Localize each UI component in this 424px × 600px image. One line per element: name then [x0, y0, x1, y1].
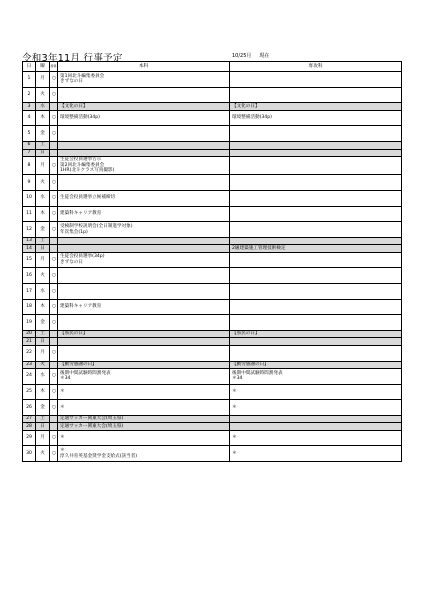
as-of-label: 現在	[259, 53, 270, 59]
schedule-row	[23, 156, 402, 174]
cell-class-mark: ○	[50, 190, 58, 206]
cell-date: 28	[23, 423, 36, 430]
cell-date: 30	[23, 446, 36, 462]
cell-day-of-week: 日	[36, 423, 50, 430]
schedule-row	[23, 245, 402, 252]
event-text: きずなの日	[60, 79, 83, 85]
cell-main-course	[58, 222, 230, 238]
schedule-row	[23, 400, 402, 416]
cell-date: 27	[23, 416, 36, 423]
cell-date: 4	[23, 110, 36, 126]
cell-date: 16	[23, 268, 36, 284]
cell-main-course	[58, 331, 230, 338]
cell-date: 12	[23, 222, 36, 238]
cell-main-course	[58, 72, 230, 88]
cell-advanced-course	[230, 315, 402, 331]
cell-main-course	[58, 299, 230, 315]
event-text: 生徒会役員選挙立候補締切	[60, 195, 116, 201]
cell-day-of-week: 木	[36, 110, 50, 126]
cell-main-course	[58, 110, 230, 126]
cell-class-mark: ○	[50, 299, 58, 315]
cell-advanced-course	[230, 237, 402, 244]
event-text: ＊	[60, 389, 65, 395]
event-text: ＊	[232, 389, 237, 395]
event-text: 【県民の日】	[60, 331, 88, 337]
cell-date: 1	[23, 72, 36, 88]
cell-class-mark: ○	[50, 87, 58, 103]
cell-class-mark: ○	[50, 400, 58, 416]
as-of-note	[232, 52, 277, 59]
header-advanced-course: 専攻科	[230, 62, 402, 72]
cell-advanced-course	[230, 175, 402, 191]
cell-date: 11	[23, 206, 36, 222]
cell-advanced-course	[230, 416, 402, 423]
header-dow: 曜	[36, 62, 50, 72]
cell-day-of-week: 月	[36, 156, 50, 174]
cell-class-mark: ○	[50, 430, 58, 446]
page-title: 令和3年11月 行事予定	[22, 53, 123, 64]
cell-day-of-week: 木	[36, 206, 50, 222]
cell-main-course	[58, 245, 230, 252]
event-text: 2級建築施工管理技術検定	[232, 245, 286, 251]
schedule-row	[23, 361, 402, 368]
cell-class-mark: ○	[50, 284, 58, 300]
event-text: ＊34	[232, 376, 243, 382]
cell-class-mark	[50, 149, 58, 156]
cell-class-mark: ○	[50, 252, 58, 268]
event-text: 【県民の日】	[232, 331, 260, 337]
cell-advanced-course	[230, 156, 402, 174]
cell-day-of-week: 金	[36, 126, 50, 142]
cell-advanced-course	[230, 400, 402, 416]
event-text: 建築科キャリア教育	[60, 210, 102, 216]
cell-day-of-week: 木	[36, 299, 50, 315]
cell-date: 6	[23, 142, 36, 149]
cell-main-course	[58, 315, 230, 331]
cell-date: 3	[23, 103, 36, 110]
schedule-row	[23, 384, 402, 400]
cell-main-course	[58, 284, 230, 300]
cell-class-mark: ○	[50, 368, 58, 384]
cell-day-of-week: 水	[36, 368, 50, 384]
cell-advanced-course	[230, 368, 402, 384]
event-text: 環境整備活動(34p)	[60, 115, 100, 121]
event-text: 【勤労感謝の日】	[60, 361, 97, 367]
cell-day-of-week: 土	[36, 416, 50, 423]
cell-main-course	[58, 384, 230, 400]
cell-day-of-week: 土	[36, 237, 50, 244]
schedule-row	[23, 110, 402, 126]
cell-day-of-week: 日	[36, 338, 50, 345]
cell-class-mark: ○	[50, 446, 58, 462]
cell-class-mark: ○	[50, 175, 58, 191]
schedule-row	[23, 103, 402, 110]
cell-date: 13	[23, 237, 36, 244]
schedule-row	[23, 222, 402, 238]
event-text: 1HR(北斗クラス写真撮影)	[60, 168, 115, 174]
event-text: 建築科キャリア教育	[60, 304, 102, 310]
as-of-date: 10/25月	[232, 53, 252, 59]
event-text: 後期中間試験時間割発表	[232, 370, 283, 376]
cell-advanced-course	[230, 384, 402, 400]
cell-main-course	[58, 149, 230, 156]
cell-main-course	[58, 103, 230, 110]
cell-day-of-week: 金	[36, 400, 50, 416]
cell-date: 5	[23, 126, 36, 142]
cell-day-of-week: 土	[36, 331, 50, 338]
cell-main-course	[58, 142, 230, 149]
event-text: ＊	[232, 404, 237, 410]
header-class-mark: 授業	[50, 62, 58, 72]
cell-class-mark: ○	[50, 268, 58, 284]
event-text: 定通サッカー関東大会(埼玉県)	[60, 416, 124, 422]
cell-advanced-course	[230, 284, 402, 300]
cell-day-of-week: 木	[36, 384, 50, 400]
header-row	[23, 62, 402, 72]
header-main-course: 本科	[58, 62, 230, 72]
cell-main-course	[58, 87, 230, 103]
cell-main-course	[58, 361, 230, 368]
cell-advanced-course	[230, 268, 402, 284]
schedule-row	[23, 284, 402, 300]
schedule-row	[23, 416, 402, 423]
event-text: 生徒会役員選挙(34p)	[60, 254, 105, 260]
event-text: 第1回北斗編集委員会	[60, 73, 105, 79]
cell-class-mark: ○	[50, 206, 58, 222]
schedule-row	[23, 206, 402, 222]
schedule-row	[23, 268, 402, 284]
cell-date: 8	[23, 156, 36, 174]
cell-class-mark	[50, 361, 58, 368]
schedule-row	[23, 190, 402, 206]
cell-day-of-week: 日	[36, 149, 50, 156]
cell-main-course	[58, 430, 230, 446]
cell-advanced-course	[230, 103, 402, 110]
event-text: 後期中間試験時間割発表	[60, 370, 111, 376]
schedule-row	[23, 331, 402, 338]
schedule-row	[23, 237, 402, 244]
cell-advanced-course	[230, 206, 402, 222]
event-text: ＊	[60, 404, 65, 410]
cell-main-course	[58, 175, 230, 191]
cell-date: 22	[23, 345, 36, 361]
cell-main-course	[58, 156, 230, 174]
cell-class-mark	[50, 245, 58, 252]
cell-class-mark: ○	[50, 110, 58, 126]
cell-main-course	[58, 252, 230, 268]
cell-main-course	[58, 368, 230, 384]
schedule-row	[23, 446, 402, 462]
cell-date: 18	[23, 299, 36, 315]
cell-advanced-course	[230, 126, 402, 142]
event-text: ＊	[60, 448, 65, 454]
cell-class-mark	[50, 423, 58, 430]
cell-main-course	[58, 416, 230, 423]
cell-class-mark: ○	[50, 72, 58, 88]
schedule-row	[23, 345, 402, 361]
cell-class-mark: ○	[50, 156, 58, 174]
cell-advanced-course	[230, 87, 402, 103]
cell-class-mark	[50, 103, 58, 110]
event-text: 【文化の日】	[232, 103, 260, 109]
cell-day-of-week: 月	[36, 345, 50, 361]
cell-advanced-course	[230, 149, 402, 156]
schedule-body	[23, 72, 402, 462]
cell-class-mark: ○	[50, 345, 58, 361]
cell-advanced-course	[230, 299, 402, 315]
event-text: 環境整備活動(34p)	[232, 115, 272, 121]
schedule-row	[23, 149, 402, 156]
event-text: 年次集会(1p)	[60, 229, 88, 235]
cell-class-mark	[50, 142, 58, 149]
cell-day-of-week: 火	[36, 446, 50, 462]
schedule-row	[23, 430, 402, 446]
cell-date: 25	[23, 384, 36, 400]
cell-advanced-course	[230, 338, 402, 345]
schedule-row	[23, 252, 402, 268]
cell-day-of-week: 金	[36, 315, 50, 331]
cell-day-of-week: 火	[36, 87, 50, 103]
cell-date: 19	[23, 315, 36, 331]
event-text: 生徒会役員選挙告示	[60, 156, 102, 162]
cell-day-of-week: 水	[36, 284, 50, 300]
event-text: 受検制学校説明会(全日制進学対象)	[60, 223, 133, 229]
event-text: ＊	[60, 435, 65, 441]
cell-main-course	[58, 400, 230, 416]
cell-advanced-course	[230, 110, 402, 126]
cell-date: 24	[23, 368, 36, 384]
cell-day-of-week: 月	[36, 430, 50, 446]
cell-date: 29	[23, 430, 36, 446]
cell-day-of-week: 月	[36, 72, 50, 88]
cell-day-of-week: 土	[36, 142, 50, 149]
schedule-row	[23, 423, 402, 430]
event-text: 淳久井育英基金奨学金支給式(該当者)	[60, 453, 138, 459]
cell-day-of-week: 火	[36, 268, 50, 284]
cell-day-of-week: 日	[36, 245, 50, 252]
cell-advanced-course	[230, 245, 402, 252]
schedule-row	[23, 87, 402, 103]
cell-class-mark: ○	[50, 384, 58, 400]
event-text: 定通サッカー関東大会(埼玉県)	[60, 423, 124, 429]
event-text: 第2回北斗編集委員会	[60, 162, 105, 168]
cell-day-of-week: 火	[36, 361, 50, 368]
cell-main-course	[58, 345, 230, 361]
cell-advanced-course	[230, 423, 402, 430]
cell-main-course	[58, 446, 230, 462]
cell-advanced-course	[230, 252, 402, 268]
cell-advanced-course	[230, 345, 402, 361]
cell-advanced-course	[230, 446, 402, 462]
cell-date: 2	[23, 87, 36, 103]
cell-main-course	[58, 190, 230, 206]
schedule-row	[23, 142, 402, 149]
event-text: 【文化の日】	[60, 103, 88, 109]
event-text: ＊	[232, 450, 237, 456]
cell-day-of-week: 火	[36, 175, 50, 191]
cell-class-mark: ○	[50, 315, 58, 331]
cell-class-mark: ○	[50, 126, 58, 142]
cell-class-mark	[50, 416, 58, 423]
cell-class-mark: ○	[50, 222, 58, 238]
cell-day-of-week: 金	[36, 222, 50, 238]
event-text: ＊	[232, 435, 237, 441]
schedule-row	[23, 368, 402, 384]
schedule-row	[23, 299, 402, 315]
cell-class-mark	[50, 237, 58, 244]
schedule-row	[23, 72, 402, 88]
cell-advanced-course	[230, 190, 402, 206]
cell-day-of-week: 水	[36, 103, 50, 110]
cell-advanced-course	[230, 331, 402, 338]
cell-date: 21	[23, 338, 36, 345]
schedule-row	[23, 175, 402, 191]
event-text: ＊34	[60, 376, 71, 382]
cell-advanced-course	[230, 222, 402, 238]
header-date: 日	[23, 62, 36, 72]
schedule-row	[23, 315, 402, 331]
cell-advanced-course	[230, 430, 402, 446]
cell-main-course	[58, 206, 230, 222]
cell-date: 23	[23, 361, 36, 368]
cell-main-course	[58, 338, 230, 345]
cell-advanced-course	[230, 142, 402, 149]
cell-date: 14	[23, 245, 36, 252]
cell-date: 7	[23, 149, 36, 156]
cell-day-of-week: 水	[36, 190, 50, 206]
cell-main-course	[58, 423, 230, 430]
schedule-row	[23, 126, 402, 142]
cell-main-course	[58, 268, 230, 284]
cell-main-course	[58, 237, 230, 244]
cell-date: 17	[23, 284, 36, 300]
cell-date: 20	[23, 331, 36, 338]
cell-day-of-week: 月	[36, 252, 50, 268]
cell-advanced-course	[230, 361, 402, 368]
cell-date: 9	[23, 175, 36, 191]
cell-advanced-course	[230, 72, 402, 88]
cell-class-mark	[50, 338, 58, 345]
event-text: きずなの日	[60, 260, 83, 265]
schedule-row	[23, 338, 402, 345]
event-text: 【勤労感謝の日】	[232, 361, 269, 367]
cell-main-course	[58, 126, 230, 142]
cell-class-mark	[50, 331, 58, 338]
cell-date: 15	[23, 252, 36, 268]
schedule-table	[22, 61, 402, 462]
cell-date: 26	[23, 400, 36, 416]
cell-date: 10	[23, 190, 36, 206]
